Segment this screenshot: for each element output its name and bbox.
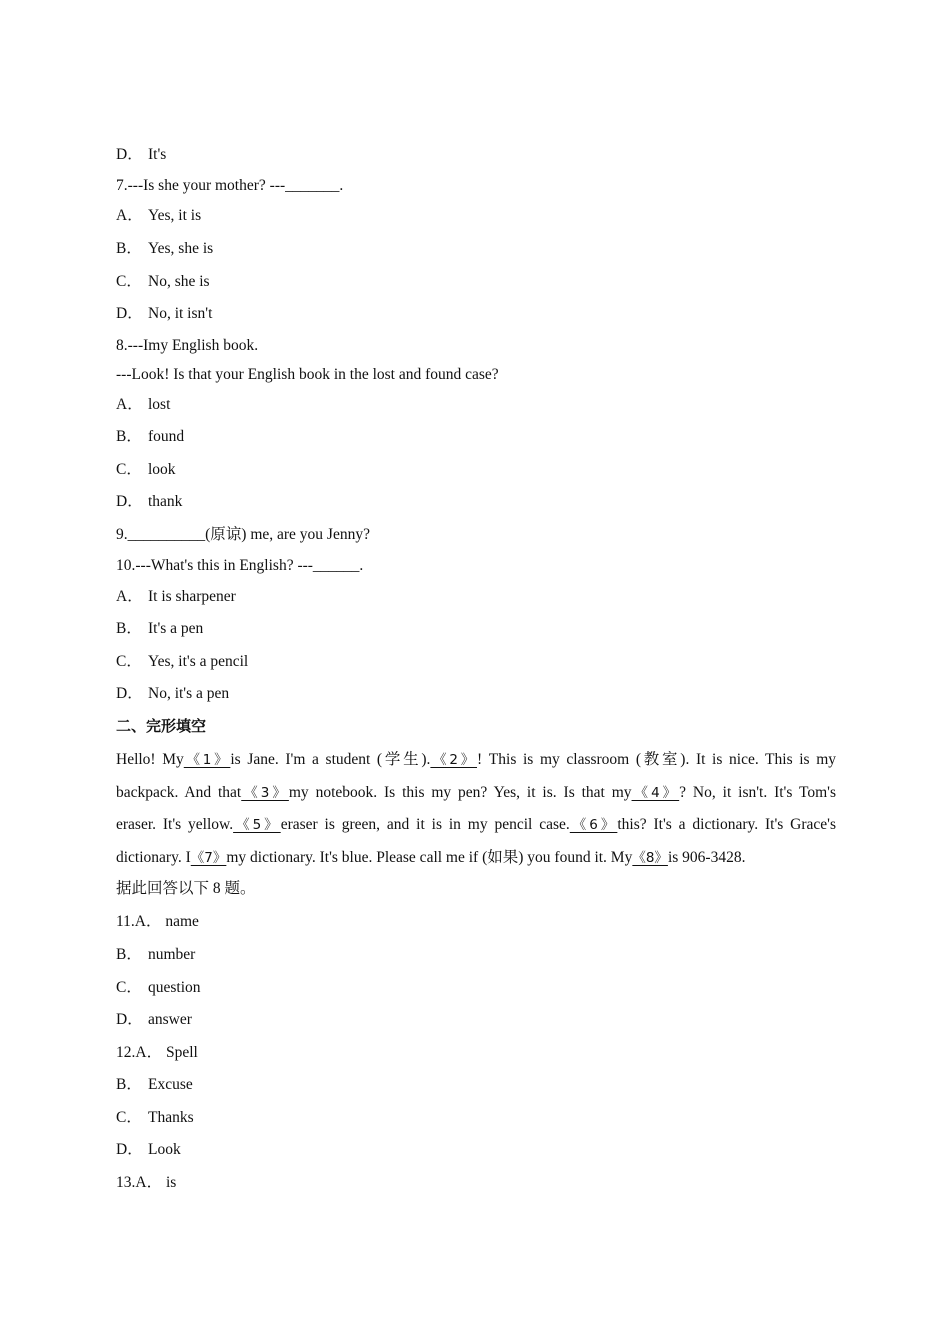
option-text: Yes, she is (148, 240, 214, 257)
option-letter: D． (116, 1141, 143, 1158)
option-text: answer (148, 1011, 192, 1028)
answer-option (116, 684, 229, 704)
question-text: 11.A． name (116, 913, 199, 930)
option-letter: D． (116, 305, 143, 322)
question-text: 7.---Is she your mother? ---_______. (116, 177, 344, 194)
answer-option (116, 395, 170, 415)
answer-option (116, 239, 213, 259)
option-letter: B． (116, 620, 142, 637)
option-letter: B． (116, 428, 142, 445)
option-text: No, it isn't (148, 305, 213, 322)
answer-option (116, 1140, 181, 1160)
option-text: Look (148, 1141, 181, 1158)
cloze-blank: 《7》 (190, 850, 227, 867)
passage-line (116, 777, 836, 810)
question-text: 8.---Imy English book. (116, 337, 259, 354)
passage-text: backpack. And that (116, 783, 242, 801)
option-text: No, she is (148, 273, 210, 290)
answer-option (116, 652, 248, 672)
answer-option (116, 304, 212, 324)
option-letter: C． (116, 273, 142, 290)
cloze-blank: 《1》 (183, 752, 231, 768)
option-letter: C． (116, 461, 142, 478)
section-heading: 二、完形填空 (116, 717, 207, 735)
option-text: question (148, 979, 201, 996)
option-letter: C． (116, 653, 142, 670)
passage-text: my notebook. Is this my pen? Yes, it is. Is that my (288, 783, 632, 801)
answer-option (116, 492, 182, 512)
question-text: ---Look! Is that your English book in the lost and found case? (116, 366, 499, 383)
option-letter: D． (116, 685, 143, 702)
option-letter: A． (116, 396, 143, 413)
cloze-blank: 《5》 (233, 817, 281, 834)
answer-option (116, 1010, 192, 1030)
option-letter: D． (116, 493, 143, 510)
option-text: thank (148, 493, 183, 510)
option-letter: B． (116, 1076, 142, 1093)
passage-text: Hello! My (116, 751, 184, 768)
option-text: number (148, 946, 196, 963)
passage-text: eraser. It's yellow. (116, 816, 234, 834)
option-letter: A． (116, 588, 143, 605)
answer-option (116, 1075, 193, 1095)
answer-option (116, 460, 176, 480)
option-text: Excuse (148, 1076, 193, 1093)
option-letter: D． (116, 1011, 143, 1028)
answer-option (116, 619, 203, 639)
cloze-blank: 《6》 (569, 817, 618, 834)
option-text: Thanks (148, 1109, 194, 1126)
passage-text: this? It's a dictionary. It's Grace's (617, 816, 836, 834)
answer-option (116, 206, 201, 226)
answer-option (116, 1108, 194, 1128)
passage-text: is 906-3428. (667, 849, 746, 867)
passage-line (116, 744, 836, 777)
answer-option (116, 272, 210, 292)
passage-text: dictionary. I (116, 849, 191, 867)
cloze-blank: 《2》 (430, 752, 478, 768)
option-text: Yes, it's a pencil (148, 653, 249, 670)
question-text: 10.---What's this in English? ---______. (116, 557, 364, 574)
option-text: Yes, it is (148, 207, 202, 224)
cloze-blank: 《8》 (632, 850, 668, 867)
option-text: It is sharpener (148, 588, 236, 605)
passage-text: eraser is green, and it is in my pencil case. (280, 816, 570, 834)
passage-line (116, 842, 836, 875)
question-text: 据此回答以下 8 题。 (116, 880, 256, 897)
option-letter: A． (116, 207, 143, 224)
passage-text: my dictionary. It's blue. Please call me if (如果) you found it. My (226, 849, 633, 867)
option-letter: B． (116, 946, 142, 963)
option-text: found (148, 428, 185, 445)
answer-option (116, 427, 184, 447)
option-text: look (148, 461, 176, 478)
option-text: lost (148, 396, 171, 413)
passage-line (116, 809, 836, 842)
passage-text: ! This is my classroom (教室). It is nice. This is my (477, 751, 837, 768)
option-letter: C． (116, 1109, 142, 1126)
option-text: No, it's a pen (148, 685, 230, 702)
option-letter: D． (116, 146, 143, 163)
passage-text: is Jane. I'm a student (学生). (230, 751, 431, 768)
option-letter: C． (116, 979, 142, 996)
question-text: 12.A． Spell (116, 1044, 198, 1061)
option-letter: B． (116, 240, 142, 257)
answer-option (116, 587, 236, 607)
answer-option (116, 145, 166, 165)
option-text: It's a pen (148, 620, 204, 637)
answer-option (116, 978, 201, 998)
passage-text: ? No, it isn't. It's Tom's (679, 783, 836, 801)
question-text: 9.__________(原谅) me, are you Jenny? (116, 526, 370, 543)
cloze-blank: 《4》 (631, 784, 680, 801)
question-text: 13.A． is (116, 1174, 177, 1191)
cloze-passage (116, 744, 836, 875)
option-text: It's (148, 146, 167, 163)
cloze-blank: 《3》 (241, 784, 289, 801)
answer-option (116, 945, 195, 965)
